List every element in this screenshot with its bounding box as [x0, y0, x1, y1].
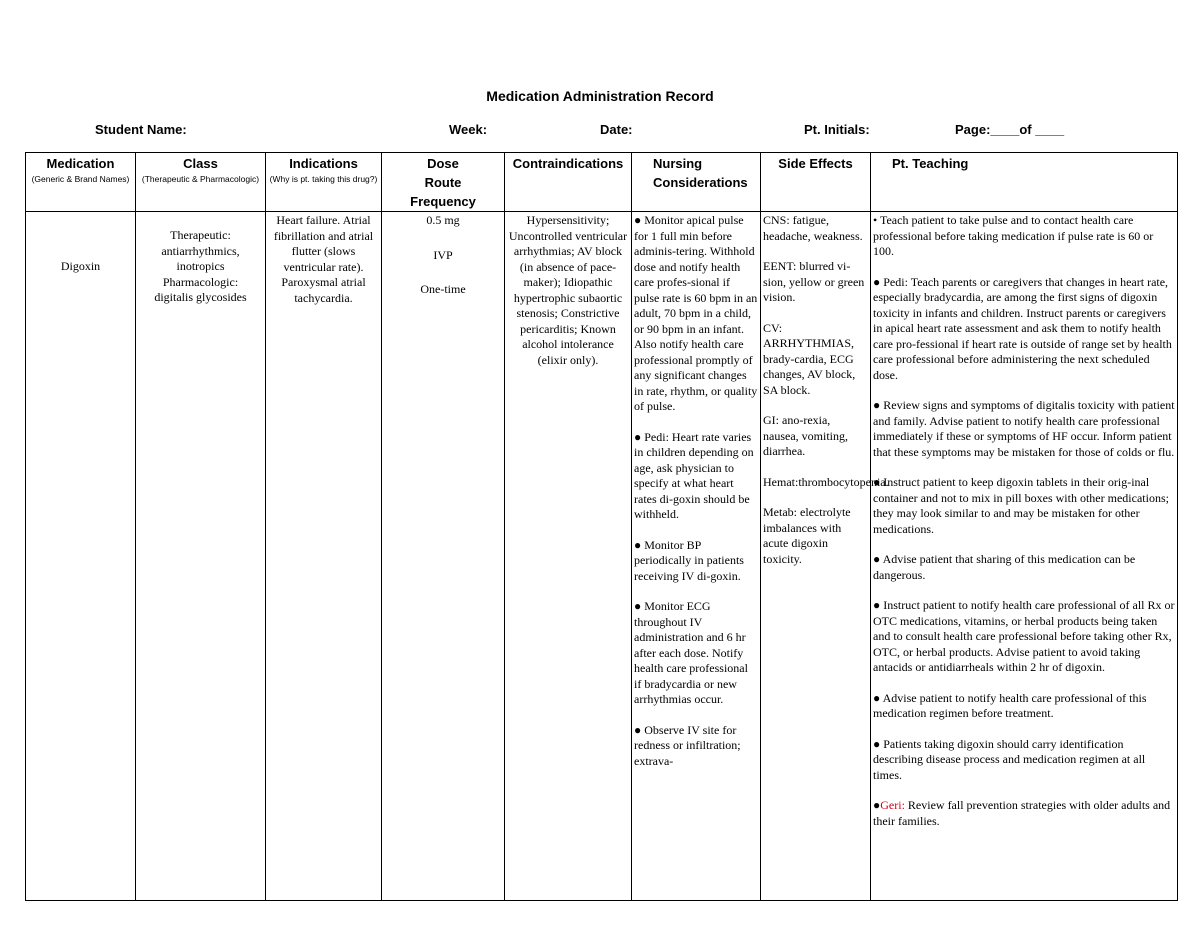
contraindications-text: Hypersensitivity; Uncontrolled ventricular arrhythmias; AV block (in absence of pace-maker); Idiopathic hypertrophic subaortic stenosis; Constrictive pericarditis; Known alcohol intolerance (elixir only).: [508, 213, 628, 367]
side-effect-item: Metab: electrolyte imbalances with acute digoxin toxicity.: [763, 505, 851, 566]
col-indications: Indications (Why is pt. taking this drug?): [266, 153, 382, 212]
cell-side-effects: [761, 212, 889, 901]
cell-indications: [266, 212, 382, 901]
col-pt-teaching: Pt. Teaching: [871, 153, 1178, 212]
cell-class: [136, 212, 266, 901]
table-row: [26, 212, 1178, 901]
date-label: Date:: [600, 122, 633, 137]
student-name-label: Student Name:: [95, 122, 187, 137]
teaching-item: ● Review signs and symptoms of digitalis toxicity with patient and family. Advise patient to notify health care professional immediately if these or symptoms of HF occur. Inform patient that these symptoms may be mistaken for those of colds or flu.: [873, 398, 1175, 459]
col-dose-route-frequency: Dose Route Frequency: [382, 153, 505, 212]
col-contraindications: Contraindications: [505, 153, 632, 212]
indications-text: Heart failure. Atrial fibrillation and atrial flutter (slows ventricular rate). Paroxysmal atrial tachycardia.: [273, 213, 374, 305]
cell-dose: [382, 212, 505, 901]
col-class: Class (Therapeutic & Pharmacologic): [136, 153, 266, 212]
nursing-item: ● Monitor apical pulse for 1 full min before adminis-tering. Withhold dose and notify health care profes-sional if pulse rate is 60 bpm in an adult, 70 bpm in a child, or 90 bpm in an infant. Also notify health care professional promptly of any significant changes in rate, rhythm, or quality of pulse.: [634, 213, 758, 413]
cell-pt-teaching: [871, 212, 1178, 901]
geri-text: Review fall prevention strategies with older adults and their families.: [873, 798, 1171, 828]
cell-nursing-considerations: [632, 212, 761, 901]
teaching-item: • Teach patient to take pulse and to contact health care professional before taking medication if pulse rate is 60 or 100.: [873, 213, 1154, 258]
teaching-item: ● Patients taking digoxin should carry identification describing disease process and medication regimen at all times.: [873, 736, 1146, 782]
side-effect-item: CNS: fatigue, headache, weakness.: [763, 213, 863, 243]
cell-contraindications: [505, 212, 632, 901]
teaching-item: ● Instruct patient to notify health care professional of all Rx or OTC medications, vitamins, or herbal products being taken and to consult health care professional before taking other Rx, OTC, or herbal products. Advise patient to avoid taking antacids or antidiarrheals within 2 hr of digoxin.: [873, 598, 1175, 674]
class-therapeutic-label: Therapeutic:: [170, 228, 231, 242]
dose-amount: 0.5 mg: [426, 213, 460, 227]
teaching-item: ● Advise patient to notify health care professional of this medication regimen before treatment.: [873, 690, 1147, 720]
teaching-item: ● Pedi: Teach parents or caregivers that changes in heart rate, especially bradycardia, are among the first signs of digoxin toxicity in infants and children. Instruct parents or caregivers in apical heart rate assessment and ask them to notify health care pro-fessional if heart rate is outside of range set by health care professional before administering the next scheduled dose.: [873, 274, 1172, 382]
side-effect-item: Hemat:thrombocytopenia.: [763, 474, 889, 489]
nursing-item: ● Monitor ECG throughout IV administration and 6 hr after each dose. Notify health care professional if bradycardia or new arrhythmias occur.: [634, 599, 748, 706]
teaching-item: ● Advise patient that sharing of this medication can be dangerous.: [873, 552, 1136, 582]
col-medication: Medication (Generic & Brand Names): [26, 153, 136, 212]
col-nursing-considerations: Nursing Considerations: [632, 153, 761, 212]
page-label: Page:____of ____: [955, 122, 1065, 137]
side-effect-item: CV: ARRHYTHMIAS, brady-cardia, ECG changes, AV block, SA block.: [763, 320, 856, 397]
nursing-item: ● Observe IV site for redness or infiltration; extrava-: [634, 722, 741, 768]
col-side-effects: Side Effects: [761, 153, 871, 212]
class-therapeutic: antiarrhythmics, inotropics: [161, 243, 240, 273]
bullet: ●: [873, 798, 881, 812]
medication-name: Digoxin: [60, 259, 101, 273]
class-pharmacologic: digitalis glycosides: [154, 290, 247, 304]
medication-record-table: [25, 152, 1178, 901]
dose-frequency: One-time: [420, 282, 466, 296]
pt-initials-label: Pt. Initials:: [804, 122, 870, 137]
geri-label: Geri:: [880, 798, 905, 812]
side-effect-item: GI: ano-rexia, nausea, vomiting, diarrhea.: [763, 413, 848, 458]
class-pharmacologic-label: Pharmacologic:: [162, 274, 239, 289]
teaching-item: ● Instruct patient to keep digoxin tablets in their orig-inal container and not to mix in pill boxes with other medications; they may look similar to and may be mistaken for other medications.: [873, 475, 1169, 536]
nursing-item: ● Monitor BP periodically in patients receiving IV di-goxin.: [634, 537, 744, 583]
page-title: Medication Administration Record: [486, 88, 714, 104]
week-label: Week:: [449, 122, 488, 137]
teaching-item-geri: [873, 798, 1175, 829]
nursing-item: ● Pedi: Heart rate varies in children depending on age, ask physician to specify at what heart rates di-goxin should be withheld.: [634, 429, 754, 521]
cell-medication: [26, 212, 136, 901]
dose-route: IVP: [433, 247, 453, 262]
table-header-row: [26, 153, 1178, 212]
side-effect-item: EENT: blurred vi-sion, yellow or green vision.: [763, 259, 865, 304]
